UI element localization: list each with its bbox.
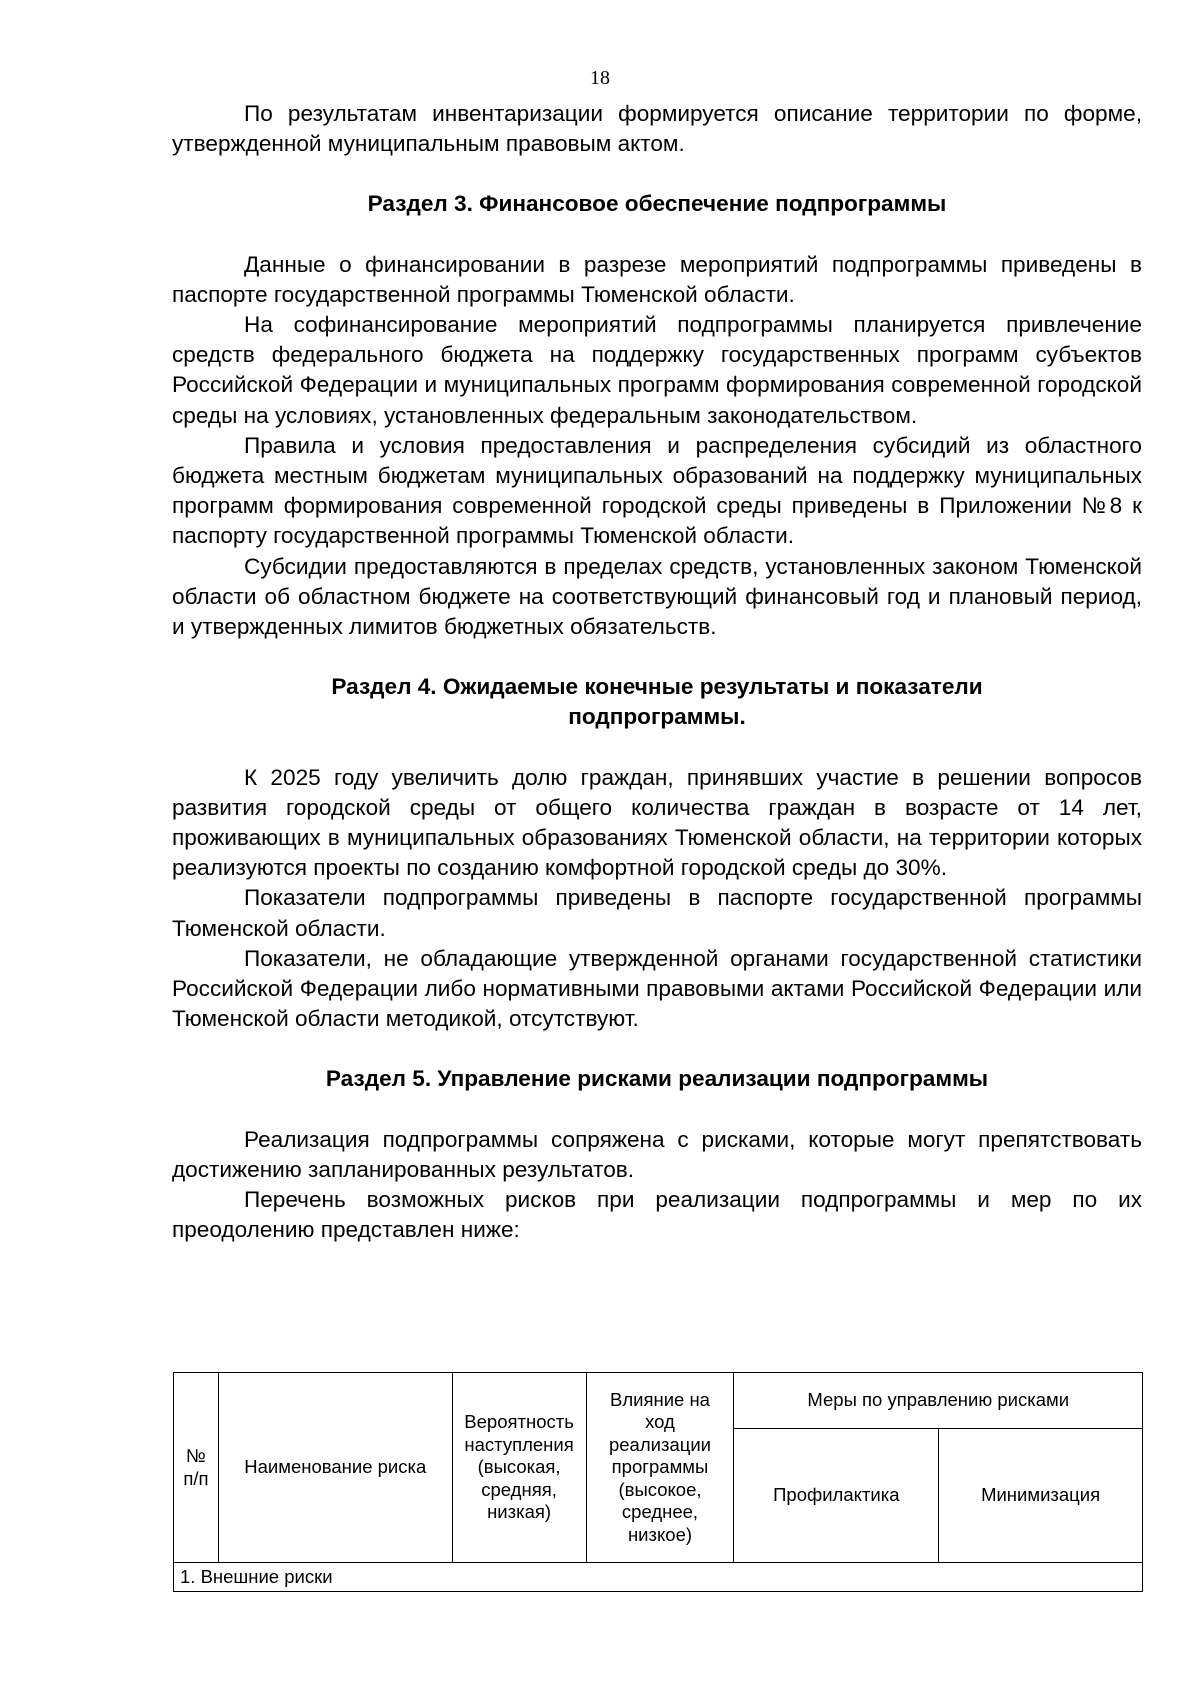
table-section-external-risks: 1. Внешние риски [174,1563,1143,1592]
paragraph-target-2025: К 2025 году увеличить долю граждан, принявших участие в решении вопросов развития городской среды от общего количества граждан в возрасте от 14 лет, проживающих в муниципальных образованиях Тюменской области, на территории которых реализуются проекты по созданию комфортной городской среды до 30%. [172,764,1142,881]
paragraph-subsidy-rules: Правила и условия предоставления и распределения субсидий из областного бюджета местным бюджетам муниципальных образований на поддержку муниципальных программ формирования современной городской среды приведены в Приложении №8 к паспорту государственной программы Тюменской области. [172,432,1142,549]
heading-section-4-line-2: подпрограммы. [568,704,746,730]
heading-section-5: Раздел 5. Управление рисками реализации подпрограммы [325,1066,989,1092]
paragraph-indicators-methodology: Показатели, не обладающие утвержденной органами государственной статистики Российской Федерации либо нормативными правовыми актами Российской Федерации или Тюменской области методикой, отсутствуют. [172,945,1142,1032]
column-header-probability: Вероятность наступления (высокая, средняя, низкая) [452,1373,586,1563]
column-header-risk-name: Наименование риска [218,1373,452,1563]
column-header-number: № п/п [174,1373,219,1563]
heading-section-4-line-1: Раздел 4. Ожидаемые конечные результаты и показатели [331,674,983,700]
page-number: 18 [590,67,610,89]
paragraph-indicators: Показатели подпрограммы приведены в паспорте государственной программы Тюменской области. [172,885,1142,941]
column-header-minimization: Минимизация [939,1429,1143,1563]
paragraph-risks-list-intro: Перечень возможных рисков при реализации подпрограммы и мер по их преодолению представлен ниже: [172,1187,1142,1243]
paragraph-financing-data: Данные о финансировании в разрезе мероприятий подпрограммы приведены в паспорте государственной программы Тюменской области. [172,251,1142,307]
heading-section-3: Раздел 3. Финансовое обеспечение подпрограммы [367,191,947,217]
column-header-risk-measures: Меры по управлению рисками [734,1373,1143,1429]
paragraph-inventory: По результатам инвентаризации формируется описание территории по форме, утвержденной муниципальным правовым актом. [172,101,1142,157]
risk-management-table [173,1372,1143,1592]
column-header-prevention: Профилактика [734,1429,939,1563]
paragraph-subsidy-limits: Субсидии предоставляются в пределах средств, установленных законом Тюменской области об областном бюджете на соответствующий финансовый год и плановый период, и утвержденных лимитов бюджетных обязательств. [172,553,1142,640]
document-body [172,99,1142,1246]
paragraph-cofinancing: На софинансирование мероприятий подпрограммы планируется привлечение средств федерального бюджета на поддержку государственных программ субъектов Российской Федерации и муниципальных программ формирования современной городской среды на условиях, установленных федеральным законодательством. [172,312,1142,428]
column-header-impact: Влияние на ход реализации программы (высокое, среднее, низкое) [586,1373,734,1563]
table-section-row [174,1563,1143,1592]
paragraph-risks-intro: Реализация подпрограммы сопряжена с рисками, которые могут препятствовать достижению запланированных результатов. [172,1126,1142,1182]
